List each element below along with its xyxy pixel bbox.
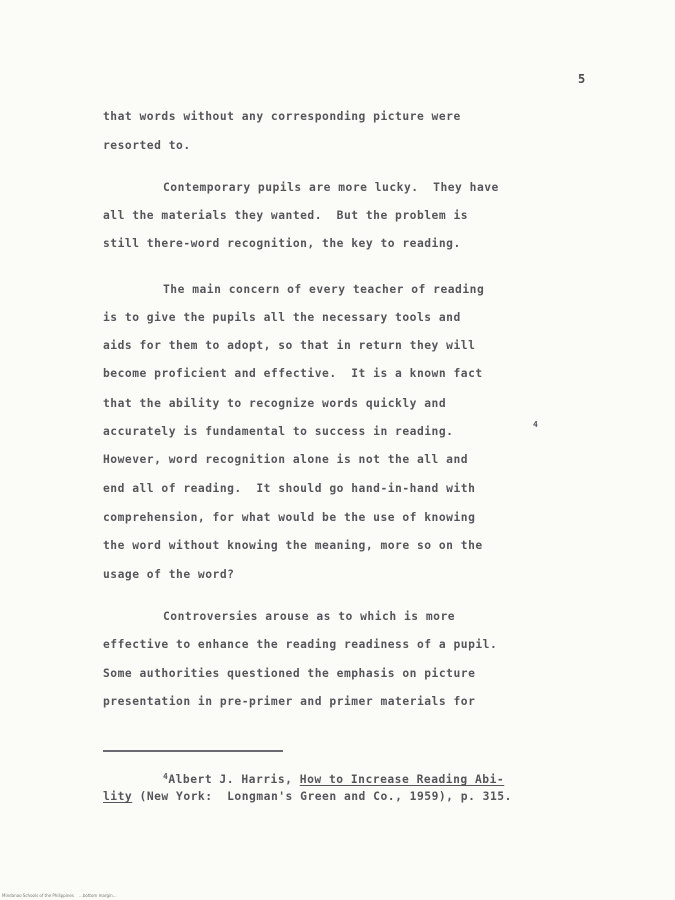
- footnote-author: Albert J. Harris,: [168, 773, 300, 786]
- footnote-citation: (New York: Longman's Green and Co., 1959), p. 315.: [132, 790, 512, 803]
- text-line: Contemporary pupils are more lucky. They have: [163, 181, 499, 194]
- text-line: The main concern of every teacher of reading: [163, 283, 485, 296]
- page-number: 5: [578, 72, 586, 86]
- scan-footer: Mindanao Schools of the Philippines ...bottom margin...: [2, 893, 117, 898]
- text-line: aids for them to adopt, so that in return they will: [103, 339, 476, 352]
- text-line: comprehension, for what would be the use of knowing: [103, 511, 476, 524]
- text-line: Some authorities questioned the emphasis on picture: [103, 667, 476, 680]
- text-line: that words without any corresponding picture were: [103, 110, 461, 123]
- text-line: is to give the pupils all the necessary tools and: [103, 311, 461, 324]
- footnote-line: [163, 772, 504, 786]
- text-line: resorted to.: [103, 139, 191, 152]
- text-line: effective to enhance the reading readiness of a pupil.: [103, 638, 498, 651]
- text-line: become proficient and effective. It is a known fact: [103, 367, 483, 380]
- text-line: end all of reading. It should go hand-in-hand with: [103, 482, 476, 495]
- text-line: However, word recognition alone is not the all and: [103, 453, 469, 466]
- footnote-title-cont: lity: [103, 790, 133, 803]
- text-line: still there-word recognition, the key to reading.: [103, 237, 461, 250]
- text-line: usage of the word?: [103, 568, 235, 581]
- text-line: presentation in pre-primer and primer materials for: [103, 695, 476, 708]
- text-line: the word without knowing the meaning, more so on the: [103, 539, 483, 552]
- footnote-title: How to Increase Reading Abi-: [299, 773, 505, 786]
- footnote-mark: 4: [163, 772, 169, 781]
- footnote-divider: [103, 750, 283, 752]
- text-line: Controversies arouse as to which is more: [163, 610, 456, 623]
- text-line: accurately is fundamental to success in reading.: [103, 425, 454, 438]
- footnote-reference: 4: [533, 420, 538, 429]
- text-line: that the ability to recognize words quickly and: [103, 397, 447, 410]
- text-line: all the materials they wanted. But the problem is: [103, 209, 469, 222]
- footnote-line: [103, 790, 512, 803]
